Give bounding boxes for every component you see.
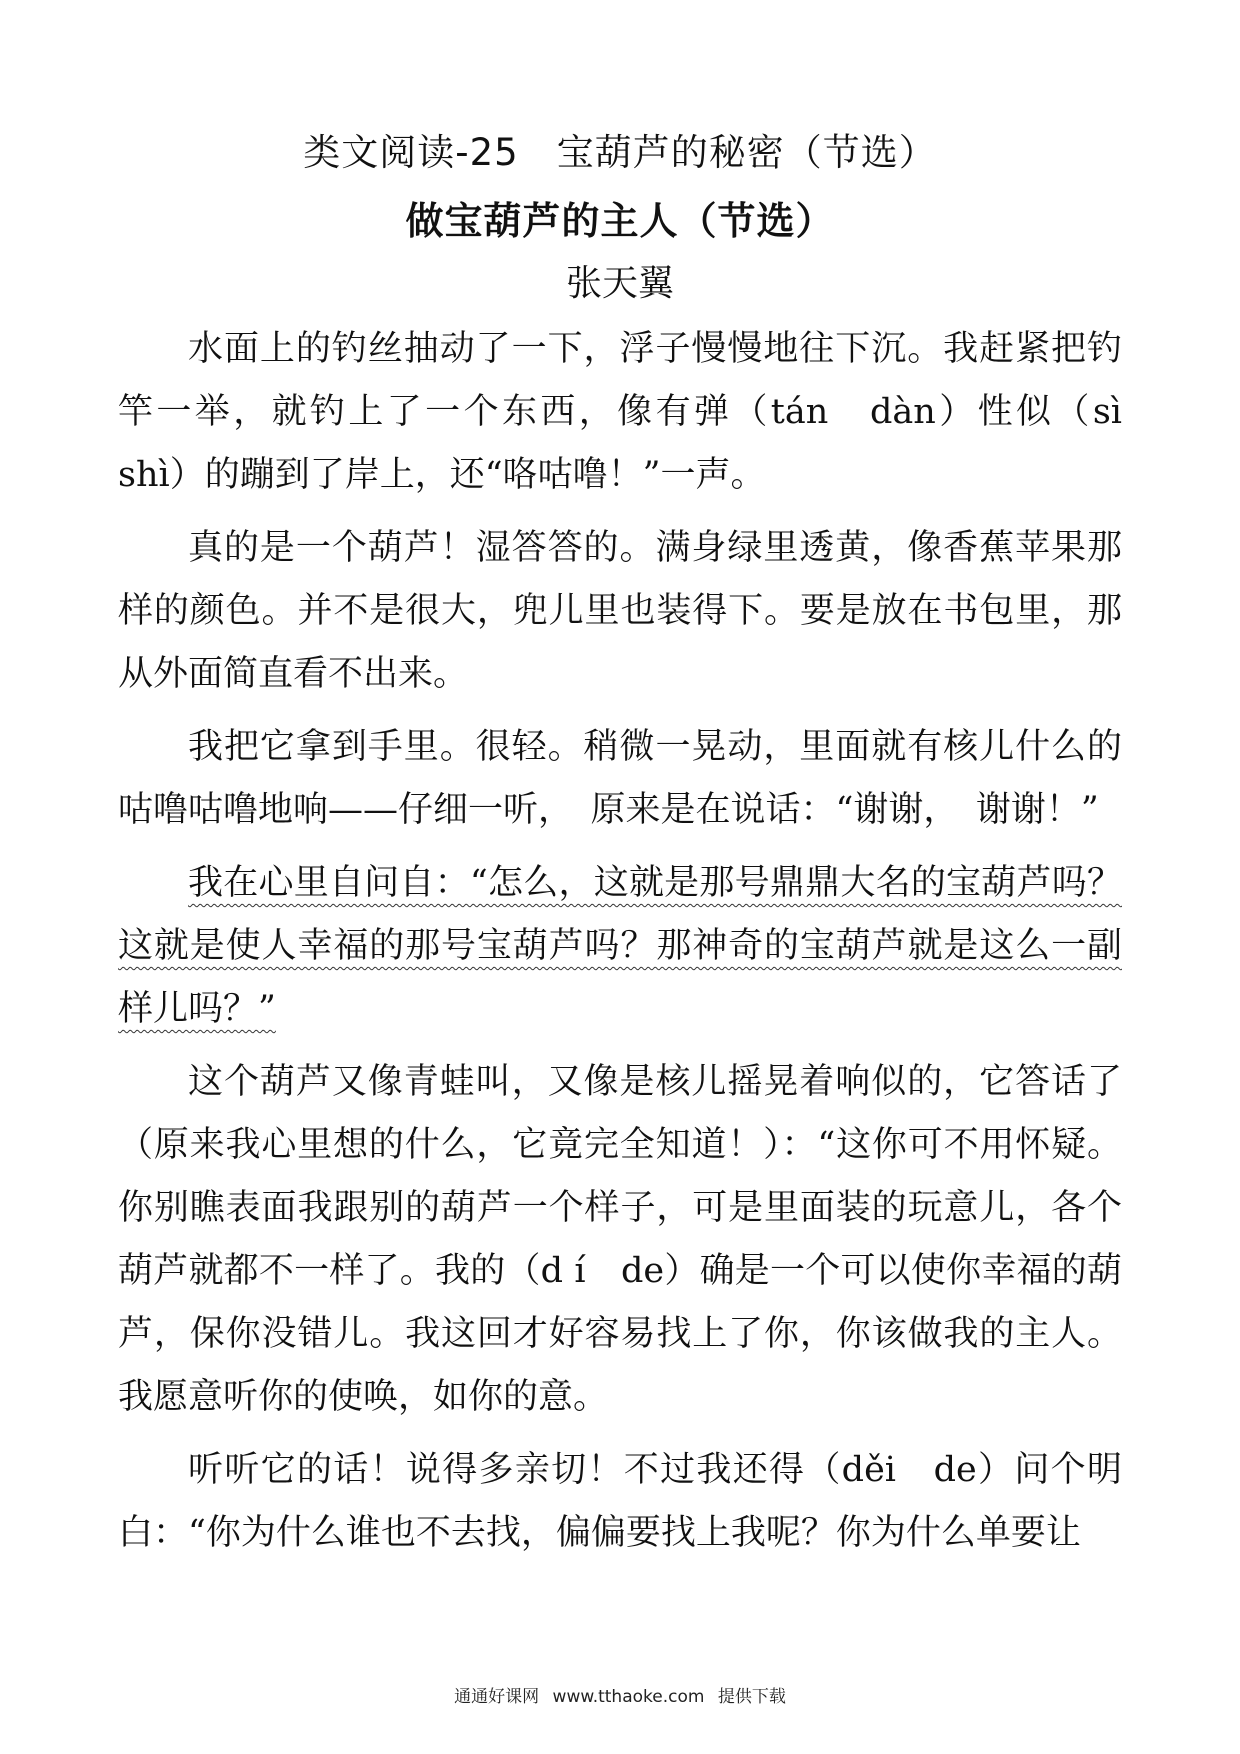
paragraph-4-underlined — [118, 852, 1122, 1041]
paragraph-5: 这个葫芦又像青蛙叫，又像是核儿摇晃着响似的，它答话了（原来我心里想的什么，它竟完全知道！）：“这你可不用怀疑。你别瞧表面我跟别的葫芦一个样子，可是里面装的玩意儿，各个葫芦就都不一样了。我的（d í de）确是一个可以使你幸福的葫芦，保你没错儿。我这回才好容易找上了你，你该做我的主人。我愿意听你的使唤，如你的意。 — [118, 1062, 1122, 1417]
article-subtitle: 做宝葫芦的主人（节选） — [405, 199, 835, 243]
footer-site-name: 通通好课网 — [454, 1687, 540, 1707]
page-footer — [0, 1682, 1240, 1707]
paragraph-2: 真的是一个葫芦！湿答答的。满身绿里透黄，像香蕉苹果那样的颜色。并不是很大，兜儿里也装得下。要是放在书包里，那从外面简直看不出来。 — [118, 528, 1122, 694]
article-author: 张天翼 — [565, 263, 674, 304]
paragraph-6: 听听它的话！说得多亲切！不过我还得（děi de）问个明白：“你为什么谁也不去找，偏偏要找上我呢？你为什么单要让 — [118, 1450, 1122, 1553]
paragraph-3: 我把它拿到手里。很轻。稍微一晃动，里面就有核儿什么的咕噜咕噜地响——仔细一听， 原来是在说话：“谢谢， 谢谢！” — [118, 727, 1122, 830]
footer-url[interactable]: www.tthaoke.com — [552, 1687, 705, 1707]
footer-note: 提供下载 — [717, 1687, 786, 1707]
paragraph-1: 水面上的钓丝抽动了一下，浮子慢慢地往下沉。我赶紧把钓竿一举，就钓上了一个东西，像有弹（tán dàn）性似（sì shì）的蹦到了岸上，还“咯咕噜！”一声。 — [118, 329, 1158, 495]
wavy-underlined-text: 我在心里自问自：“怎么，这就是那号鼎鼎大名的宝葫芦吗？这就是使人幸福的那号宝葫芦吗？那神奇的宝葫芦就是这么一副样儿吗？” — [118, 863, 1122, 1029]
page-title: 类文阅读-25 宝葫芦的秘密（节选） — [303, 131, 937, 174]
article-body — [118, 318, 1158, 1575]
